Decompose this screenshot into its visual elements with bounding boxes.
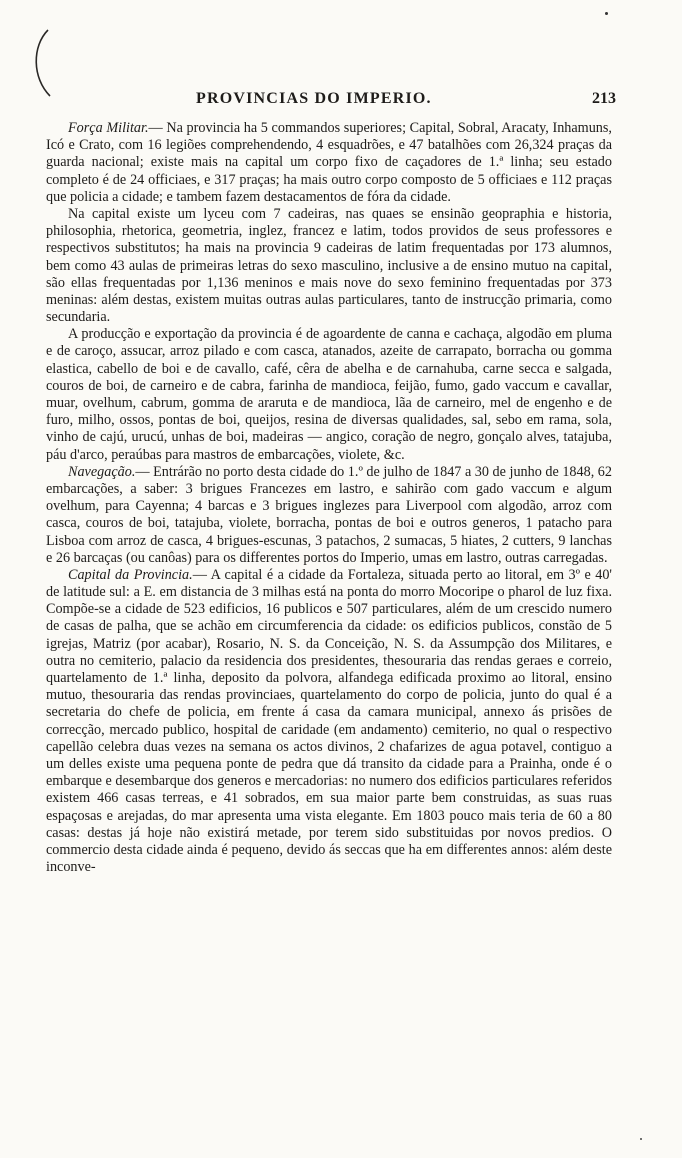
paragraph-capital <box>46 567 612 876</box>
paragraph-producao <box>46 326 612 464</box>
paragraph-text: Na capital existe um lyceu com 7 cadeiras, nas quaes se ensinão geopraphia e historia, philosophia, rhetorica, geometria, inglez, francez e latim, todos providos de seus professores e respectivos substitutos; ha mais na provincia 9 cadeiras de latim frequentadas por 173 alumnos, bem como 43 aulas de primeiras letras do sexo masculino, inclusive a de ensino mutuo na capital, são ellas frequentadas por 1,136 meninos e mais nove do sexo feminino frequentadas por 373 meninas: além destas, existem muitas outras aulas particulares, tanto de instrucção primaria, como secundaria. <box>46 205 612 326</box>
paragraph-navegacao <box>46 464 612 567</box>
ink-speck <box>640 1138 642 1140</box>
paragraph-forca-militar <box>46 120 612 206</box>
paragraph-text: A producção e exportação da provincia é de agoardente de canna e cachaça, algodão em pluma e de caroço, assucar, arroz pilado e com casca, atanados, azeite de carrapato, borracha ou gomma elastica, cabello de boi e de cavallo, café, cêra de abelha e de carnahuba, carne secca e salgada, couros de boi, de carneiro e de cabra, farinha de mandioca, feijão, fumo, gado vaccum e cavallar, muar, ovelhum, cabrum, gomma de araruta e de mandioca, lãa de carneiro, mel de engenho e de furo, milho, ossos, pontas de boi, queijos, resina de diversas qualidades, sal, sebo em rama, sola, vinho de cajú, urucú, unhas de boi, madeiras — angico, coração de negro, gonçalo alves, tatajuba, páu d'arco, peraúbas para mastros de embarcações, violete, &c. <box>46 326 612 463</box>
page-number: 213 <box>592 90 616 107</box>
paragraph-text: — Entrárão no porto desta cidade do 1.º de julho de 1847 a 30 de junho de 1848, 62 embarcações, a saber: 3 brigues Francezes em lastro, e sahirão com gado vaccum e algum ovelhum, para Cayenna; 4 barcas e 3 brigues inglezes para Liverpool com algodão, arroz com casca, couros de boi, tatajuba, violete, borracha, pontas de boi e outros generos, 1 patacho para Lisboa com arroz de casca, 4 brigues-escunas, 3 patachos, 2 sumacas, 5 hiates, 2 cutters, 9 lanchas e 26 barcaças (ou canôas) para os differentes portos do Imperio, umas em lastro, outras carregadas. <box>46 463 612 566</box>
body-text <box>46 120 612 876</box>
paragraph-lead: Navegação. <box>68 463 136 480</box>
paragraph-lead: Capital da Provincia. <box>68 566 193 583</box>
running-head <box>196 90 616 112</box>
bracket-mark <box>28 28 54 98</box>
paragraph-text: — A capital é a cidade da Fortaleza, situada perto ao litoral, em 3º e 40' de latitude sul: a E. em distancia de 3 milhas está na ponta do morro Mocoripe o pharol de luz fixa. Compõe-se a cidade de 523 edificios, 16 publicos e 507 particulares, além de um crescido numero de casas de palha, que se achão em circumferencia da cidade: os edificios publicos, constão de 5 igrejas, Matriz (por acabar), Rosario, N. S. da Conceição, N. S. da Assumpção dos Militares, e outra no cemiterio, palacio da residencia dos presidentes, thesouraria das rendas geraes e correio, quartelamento de 1.ª linha, deposito da polvora, alfandega edificada proximo ao litoral, ensino mutuo, thesouraria das rendas provinciaes, quartelamento do corpo de policia, junto do qual é a secretaria do chefe de policia, em frente á casa da camara municipal, annexo ás prisões de correcção, mercado publico, hospital de caridade (em andamento) cemiterio, no qual o respectivo capellão celebra duas vezes na semana os actos divinos, 2 chafarizes de agua potavel, contiguo a um delles existe uma pequena ponte de pedra que dá transito da cidade para a Prainha, onde é o embarque e desembarque dos generos e mercadorias: no numero dos edificios particulares referidos existem 466 casas terreas, e 41 sobrados, em sua maior parte bem construidas, as suas ruas espaçosas e arejadas, do mar apresenta uma vista elegante. Em 1803 pouco mais teria de 60 a 80 casas: destas já hoje não existirá metade, por terem sido substituidas por novos predios. O commercio desta cidade ainda é pequeno, devido ás seccas que ha em differentes annos: além deste inconve- <box>46 566 612 876</box>
ink-speck <box>605 12 608 15</box>
paragraph-lead: Força Militar. <box>68 120 149 136</box>
running-title: PROVINCIAS DO IMPERIO. <box>196 90 432 107</box>
paragraph-instrucao <box>46 206 612 326</box>
paragraph-text: — Na provincia ha 5 commandos superiores; Capital, Sobral, Aracaty, Inhamuns, Icó e Crato, com 16 legiões comprehendendo, 4 esquadrões, e 47 batalhões com 26,324 praças da guarda nacional; existe mais na capital um corpo fixo de caçadores de 1.ª linha; seu estado completo é de 24 officiaes, e 317 praças; ha mais outro corpo composto de 5 officiaes e 112 praças que policia a cidade; e tambem fazem destacamentos de fóra da cidade. <box>46 120 612 205</box>
